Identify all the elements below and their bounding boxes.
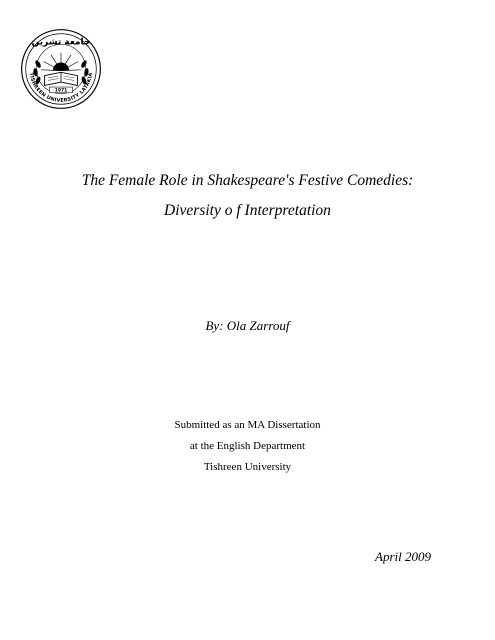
dissertation-title-line-1: The Female Role in Shakespeare's Festive Comedies:: [81, 172, 414, 189]
seal-arabic-text: جامعة تشرين: [31, 37, 91, 48]
seal-english-text: TISHREEN UNIVERSITY LATAKIA: [27, 72, 95, 104]
dissertation-title-line-2: Diversity o f Interpretation: [164, 202, 331, 219]
submission-line-1: Submitted as an MA Dissertation: [174, 419, 321, 431]
submission-line-3: Tishreen University: [203, 461, 292, 473]
submission-line-2: at the English Department: [189, 440, 306, 452]
university-seal-icon: [20, 28, 102, 110]
seal-year: 1971: [54, 88, 68, 94]
submission-date: April 2009: [375, 549, 431, 564]
author-line: By: Ola Zarrouf: [205, 318, 290, 333]
